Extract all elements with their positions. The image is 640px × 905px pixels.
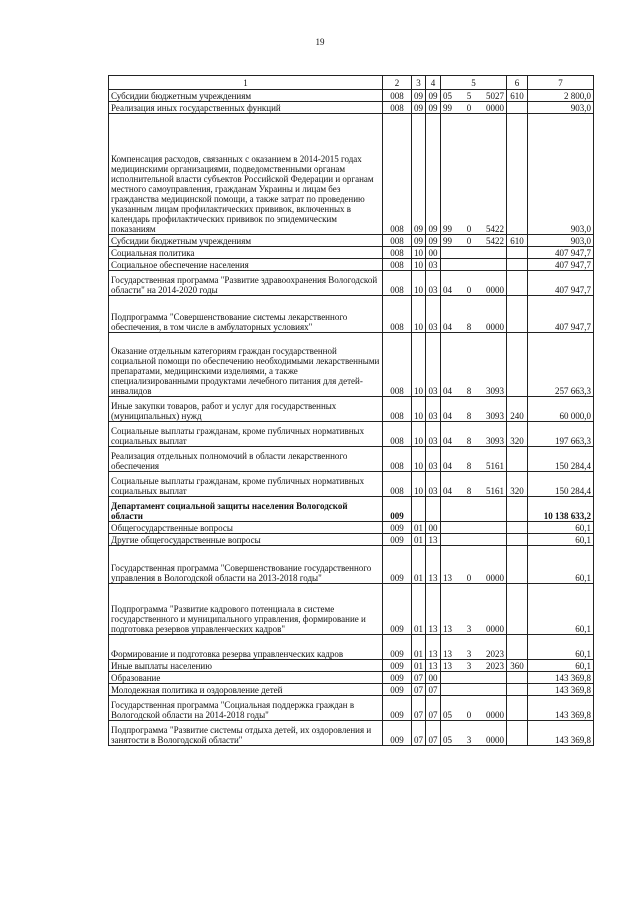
header-cell: 2 xyxy=(383,76,412,90)
row-expense-type xyxy=(507,102,528,114)
header-cell: 3 xyxy=(412,76,426,90)
table-row xyxy=(109,235,594,247)
table-header-row xyxy=(109,76,594,90)
row-expense-type: 320 xyxy=(507,472,528,497)
row-ved-code: 009 xyxy=(383,684,412,696)
table-row xyxy=(109,684,594,696)
row-target-code xyxy=(441,472,507,497)
table-row xyxy=(109,102,594,114)
row-section-code: 10 xyxy=(412,296,426,333)
target-direction: 5027 xyxy=(486,91,504,101)
row-sum: 143 369,8 xyxy=(528,684,594,696)
row-target-code xyxy=(441,534,507,546)
row-section-code: 09 xyxy=(412,90,426,102)
row-ved-code: 009 xyxy=(383,584,412,635)
target-program: 13 xyxy=(443,649,452,659)
table-row xyxy=(109,584,594,635)
row-subsection-code: 09 xyxy=(426,235,441,247)
row-expense-type xyxy=(507,114,528,235)
row-ved-code: 009 xyxy=(383,534,412,546)
row-name: Социальная политика xyxy=(109,247,383,259)
table-row xyxy=(109,247,594,259)
row-name: Общегосударственные вопросы xyxy=(109,522,383,534)
target-program: 04 xyxy=(443,322,452,332)
row-section-code: 07 xyxy=(412,684,426,696)
table-row xyxy=(109,522,594,534)
row-name: Социальные выплаты гражданам, кроме публичных нормативных социальных выплат xyxy=(109,422,383,447)
target-program: 13 xyxy=(443,624,452,634)
target-direction: 3093 xyxy=(486,386,504,396)
row-sum: 150 284,4 xyxy=(528,447,594,472)
table-row xyxy=(109,497,594,522)
row-subsection-code xyxy=(426,497,441,522)
row-name: Образование xyxy=(109,672,383,684)
table-row xyxy=(109,333,594,397)
row-target-code xyxy=(441,114,507,235)
table-row xyxy=(109,534,594,546)
header-cell: 4 xyxy=(426,76,441,90)
row-subsection-code: 03 xyxy=(426,259,441,271)
target-subprogram: 5 xyxy=(466,91,472,101)
target-subprogram: 0 xyxy=(466,103,472,113)
target-subprogram: 8 xyxy=(466,436,472,446)
row-expense-type xyxy=(507,684,528,696)
row-subsection-code: 03 xyxy=(426,333,441,397)
target-subprogram: 8 xyxy=(466,411,472,421)
row-ved-code: 008 xyxy=(383,247,412,259)
row-expense-type: 610 xyxy=(507,90,528,102)
row-target-code xyxy=(441,259,507,271)
row-expense-type xyxy=(507,534,528,546)
header-cell: 5 xyxy=(441,76,507,90)
row-section-code: 01 xyxy=(412,522,426,534)
row-sum: 197 663,3 xyxy=(528,422,594,447)
row-expense-type: 320 xyxy=(507,422,528,447)
row-sum: 143 369,8 xyxy=(528,672,594,684)
row-subsection-code: 07 xyxy=(426,684,441,696)
row-ved-code: 008 xyxy=(383,447,412,472)
row-expense-type xyxy=(507,497,528,522)
row-sum: 60,1 xyxy=(528,635,594,660)
row-section-code: 01 xyxy=(412,660,426,672)
target-program: 05 xyxy=(443,91,452,101)
row-name: Государственная программа "Совершенствование государственного управления в Вологодской области на 2013-2018 годы" xyxy=(109,546,383,584)
row-subsection-code: 13 xyxy=(426,635,441,660)
target-program: 04 xyxy=(443,436,452,446)
row-name: Подпрограмма "Совершенствование системы лекарственного обеспечения, в том числе в амбулаторных условиях" xyxy=(109,296,383,333)
target-direction: 5161 xyxy=(486,486,504,496)
row-target-code xyxy=(441,522,507,534)
row-target-code xyxy=(441,546,507,584)
row-expense-type xyxy=(507,546,528,584)
row-subsection-code: 09 xyxy=(426,90,441,102)
target-direction: 0000 xyxy=(486,285,504,295)
row-sum: 407 947,7 xyxy=(528,296,594,333)
target-program: 99 xyxy=(443,224,452,234)
row-ved-code: 009 xyxy=(383,721,412,746)
row-name: Иные выплаты населению xyxy=(109,660,383,672)
row-name: Формирование и подготовка резерва управленческих кадров xyxy=(109,635,383,660)
row-name: Субсидии бюджетным учреждениям xyxy=(109,235,383,247)
row-ved-code: 008 xyxy=(383,90,412,102)
target-direction: 5422 xyxy=(486,236,504,246)
row-section-code: 10 xyxy=(412,397,426,422)
row-name: Молодежная политика и оздоровление детей xyxy=(109,684,383,696)
target-direction: 0000 xyxy=(486,624,504,634)
row-target-code xyxy=(441,635,507,660)
row-subsection-code: 09 xyxy=(426,114,441,235)
target-subprogram: 0 xyxy=(466,710,472,720)
row-name: Департамент социальной защиты населения Вологодской области xyxy=(109,497,383,522)
row-expense-type xyxy=(507,447,528,472)
row-name: Оказание отдельным категориям граждан государственной социальной помощи по обеспечению необходимыми лекарственными препаратами, медицинскими изделиями, а также специализированными продуктами лечебного питания для детей-инвалидов xyxy=(109,333,383,397)
table-row xyxy=(109,672,594,684)
target-subprogram: 0 xyxy=(466,236,472,246)
target-program: 04 xyxy=(443,386,452,396)
row-section-code: 01 xyxy=(412,635,426,660)
row-subsection-code: 03 xyxy=(426,472,441,497)
target-program: 04 xyxy=(443,411,452,421)
row-subsection-code: 13 xyxy=(426,660,441,672)
row-expense-type: 360 xyxy=(507,660,528,672)
row-target-code xyxy=(441,333,507,397)
row-sum: 150 284,4 xyxy=(528,472,594,497)
row-target-code xyxy=(441,584,507,635)
row-section-code: 10 xyxy=(412,472,426,497)
target-direction: 5422 xyxy=(486,224,504,234)
row-expense-type xyxy=(507,721,528,746)
row-target-code xyxy=(441,497,507,522)
row-section-code xyxy=(412,497,426,522)
target-program: 04 xyxy=(443,461,452,471)
row-sum: 903,0 xyxy=(528,102,594,114)
row-target-code xyxy=(441,672,507,684)
target-program: 99 xyxy=(443,236,452,246)
row-ved-code: 008 xyxy=(383,235,412,247)
row-section-code: 10 xyxy=(412,259,426,271)
row-ved-code: 008 xyxy=(383,102,412,114)
header-cell: 1 xyxy=(109,76,383,90)
row-target-code xyxy=(441,247,507,259)
row-sum: 407 947,7 xyxy=(528,259,594,271)
target-subprogram: 8 xyxy=(466,486,472,496)
target-program: 05 xyxy=(443,735,452,745)
target-program: 05 xyxy=(443,710,452,720)
target-subprogram: 3 xyxy=(466,649,472,659)
row-expense-type xyxy=(507,259,528,271)
row-target-code xyxy=(441,422,507,447)
row-subsection-code: 03 xyxy=(426,447,441,472)
row-target-code xyxy=(441,235,507,247)
row-ved-code: 008 xyxy=(383,333,412,397)
row-section-code: 01 xyxy=(412,546,426,584)
row-name: Компенсация расходов, связанных с оказанием в 2014-2015 годах медицинскими организациями, подведомственными органам исполнительной власти субъектов Российской Федерации и органам местного самоуправления, гражданам Украины и лицам без гражданства медицинской помощи, а также затрат по проведению указанным лицам профилактических прививок, включенных в календарь профилактических прививок по эпидемическим показаниям xyxy=(109,114,383,235)
target-subprogram: 3 xyxy=(466,735,472,745)
table-row xyxy=(109,447,594,472)
row-ved-code: 009 xyxy=(383,696,412,721)
row-subsection-code: 00 xyxy=(426,247,441,259)
table-row xyxy=(109,472,594,497)
row-name: Реализация отдельных полномочий в области лекарственного обеспечения xyxy=(109,447,383,472)
table-row xyxy=(109,546,594,584)
row-expense-type xyxy=(507,247,528,259)
row-section-code: 01 xyxy=(412,534,426,546)
target-subprogram: 8 xyxy=(466,461,472,471)
row-section-code: 10 xyxy=(412,333,426,397)
row-name: Реализация иных государственных функций xyxy=(109,102,383,114)
row-name: Подпрограмма "Развитие кадрового потенциала в системе государственного и муниципального управления, формирование и подготовка резервов управленческих кадров" xyxy=(109,584,383,635)
row-expense-type xyxy=(507,672,528,684)
table-row xyxy=(109,422,594,447)
row-subsection-code: 00 xyxy=(426,672,441,684)
row-subsection-code: 13 xyxy=(426,534,441,546)
row-subsection-code: 07 xyxy=(426,721,441,746)
row-ved-code: 009 xyxy=(383,546,412,584)
row-expense-type xyxy=(507,522,528,534)
table-row xyxy=(109,397,594,422)
row-name: Государственная программа "Развитие здравоохранения Вологодской области" на 2014-2020 годы xyxy=(109,271,383,296)
target-direction: 0000 xyxy=(486,710,504,720)
target-program: 99 xyxy=(443,103,452,113)
target-direction: 0000 xyxy=(486,735,504,745)
row-sum: 60 000,0 xyxy=(528,397,594,422)
row-sum: 903,0 xyxy=(528,114,594,235)
row-sum: 407 947,7 xyxy=(528,271,594,296)
target-direction: 2023 xyxy=(486,661,504,671)
row-ved-code: 008 xyxy=(383,271,412,296)
row-ved-code: 009 xyxy=(383,497,412,522)
row-target-code xyxy=(441,397,507,422)
target-program: 13 xyxy=(443,661,452,671)
target-subprogram: 3 xyxy=(466,624,472,634)
row-expense-type xyxy=(507,696,528,721)
header-cell: 7 xyxy=(528,76,594,90)
target-program: 04 xyxy=(443,486,452,496)
target-direction: 3093 xyxy=(486,436,504,446)
row-sum: 60,1 xyxy=(528,534,594,546)
table-row xyxy=(109,90,594,102)
row-sum: 60,1 xyxy=(528,660,594,672)
row-sum: 60,1 xyxy=(528,584,594,635)
row-sum: 257 663,3 xyxy=(528,333,594,397)
row-expense-type xyxy=(507,584,528,635)
table-row xyxy=(109,660,594,672)
row-section-code: 09 xyxy=(412,114,426,235)
table-row xyxy=(109,635,594,660)
row-target-code xyxy=(441,447,507,472)
row-section-code: 10 xyxy=(412,422,426,447)
row-name: Иные закупки товаров, работ и услуг для государственных (муниципальных) нужд xyxy=(109,397,383,422)
page-number: 19 xyxy=(315,37,325,47)
row-section-code: 07 xyxy=(412,721,426,746)
row-target-code xyxy=(441,271,507,296)
row-target-code xyxy=(441,90,507,102)
target-subprogram: 8 xyxy=(466,322,472,332)
row-target-code xyxy=(441,696,507,721)
target-subprogram: 0 xyxy=(466,573,472,583)
row-section-code: 09 xyxy=(412,235,426,247)
row-sum: 143 369,8 xyxy=(528,696,594,721)
table-row xyxy=(109,271,594,296)
row-expense-type xyxy=(507,333,528,397)
row-sum: 903,0 xyxy=(528,235,594,247)
row-ved-code: 008 xyxy=(383,259,412,271)
row-subsection-code: 03 xyxy=(426,271,441,296)
row-target-code xyxy=(441,684,507,696)
row-name: Подпрограмма "Развитие системы отдыха детей, их оздоровления и занятости в Вологодской области" xyxy=(109,721,383,746)
row-sum: 143 369,8 xyxy=(528,721,594,746)
row-ved-code: 009 xyxy=(383,635,412,660)
row-name: Социальное обеспечение населения xyxy=(109,259,383,271)
header-cell: 6 xyxy=(507,76,528,90)
row-expense-type: 240 xyxy=(507,397,528,422)
row-subsection-code: 00 xyxy=(426,522,441,534)
row-expense-type xyxy=(507,296,528,333)
row-ved-code: 008 xyxy=(383,422,412,447)
row-sum: 2 800,0 xyxy=(528,90,594,102)
row-section-code: 07 xyxy=(412,672,426,684)
row-section-code: 07 xyxy=(412,696,426,721)
row-ved-code: 008 xyxy=(383,472,412,497)
row-section-code: 10 xyxy=(412,271,426,296)
row-section-code: 10 xyxy=(412,247,426,259)
target-subprogram: 3 xyxy=(466,661,472,671)
row-subsection-code: 13 xyxy=(426,584,441,635)
row-ved-code: 009 xyxy=(383,660,412,672)
target-direction: 3093 xyxy=(486,411,504,421)
row-name: Другие общегосударственные вопросы xyxy=(109,534,383,546)
row-section-code: 09 xyxy=(412,102,426,114)
target-direction: 0000 xyxy=(486,322,504,332)
table-row xyxy=(109,721,594,746)
row-ved-code: 008 xyxy=(383,397,412,422)
row-subsection-code: 03 xyxy=(426,422,441,447)
row-subsection-code: 07 xyxy=(426,696,441,721)
table-row xyxy=(109,696,594,721)
target-direction: 0000 xyxy=(486,573,504,583)
row-name: Социальные выплаты гражданам, кроме публичных нормативных социальных выплат xyxy=(109,472,383,497)
row-target-code xyxy=(441,660,507,672)
row-section-code: 01 xyxy=(412,584,426,635)
row-sum: 10 138 633,2 xyxy=(528,497,594,522)
row-section-code: 10 xyxy=(412,447,426,472)
row-target-code xyxy=(441,721,507,746)
row-subsection-code: 03 xyxy=(426,397,441,422)
row-sum: 407 947,7 xyxy=(528,247,594,259)
target-direction: 2023 xyxy=(486,649,504,659)
row-ved-code: 008 xyxy=(383,296,412,333)
table-row xyxy=(109,114,594,235)
table-row xyxy=(109,296,594,333)
row-ved-code: 009 xyxy=(383,522,412,534)
row-expense-type: 610 xyxy=(507,235,528,247)
row-name: Субсидии бюджетным учреждениям xyxy=(109,90,383,102)
row-subsection-code: 09 xyxy=(426,102,441,114)
row-expense-type xyxy=(507,271,528,296)
row-sum: 60,1 xyxy=(528,546,594,584)
target-program: 13 xyxy=(443,573,452,583)
row-subsection-code: 13 xyxy=(426,546,441,584)
table-row xyxy=(109,259,594,271)
budget-table xyxy=(108,75,594,746)
row-target-code xyxy=(441,296,507,333)
row-ved-code: 008 xyxy=(383,114,412,235)
row-target-code xyxy=(441,102,507,114)
row-name: Государственная программа "Социальная поддержка граждан в Вологодской области на 2014-2018 годы" xyxy=(109,696,383,721)
row-expense-type xyxy=(507,635,528,660)
row-sum: 60,1 xyxy=(528,522,594,534)
target-direction: 5161 xyxy=(486,461,504,471)
target-subprogram: 0 xyxy=(466,224,472,234)
target-program: 04 xyxy=(443,285,452,295)
row-subsection-code: 03 xyxy=(426,296,441,333)
target-direction: 0000 xyxy=(486,103,504,113)
row-ved-code: 009 xyxy=(383,672,412,684)
target-subprogram: 0 xyxy=(466,285,472,295)
target-subprogram: 8 xyxy=(466,386,472,396)
